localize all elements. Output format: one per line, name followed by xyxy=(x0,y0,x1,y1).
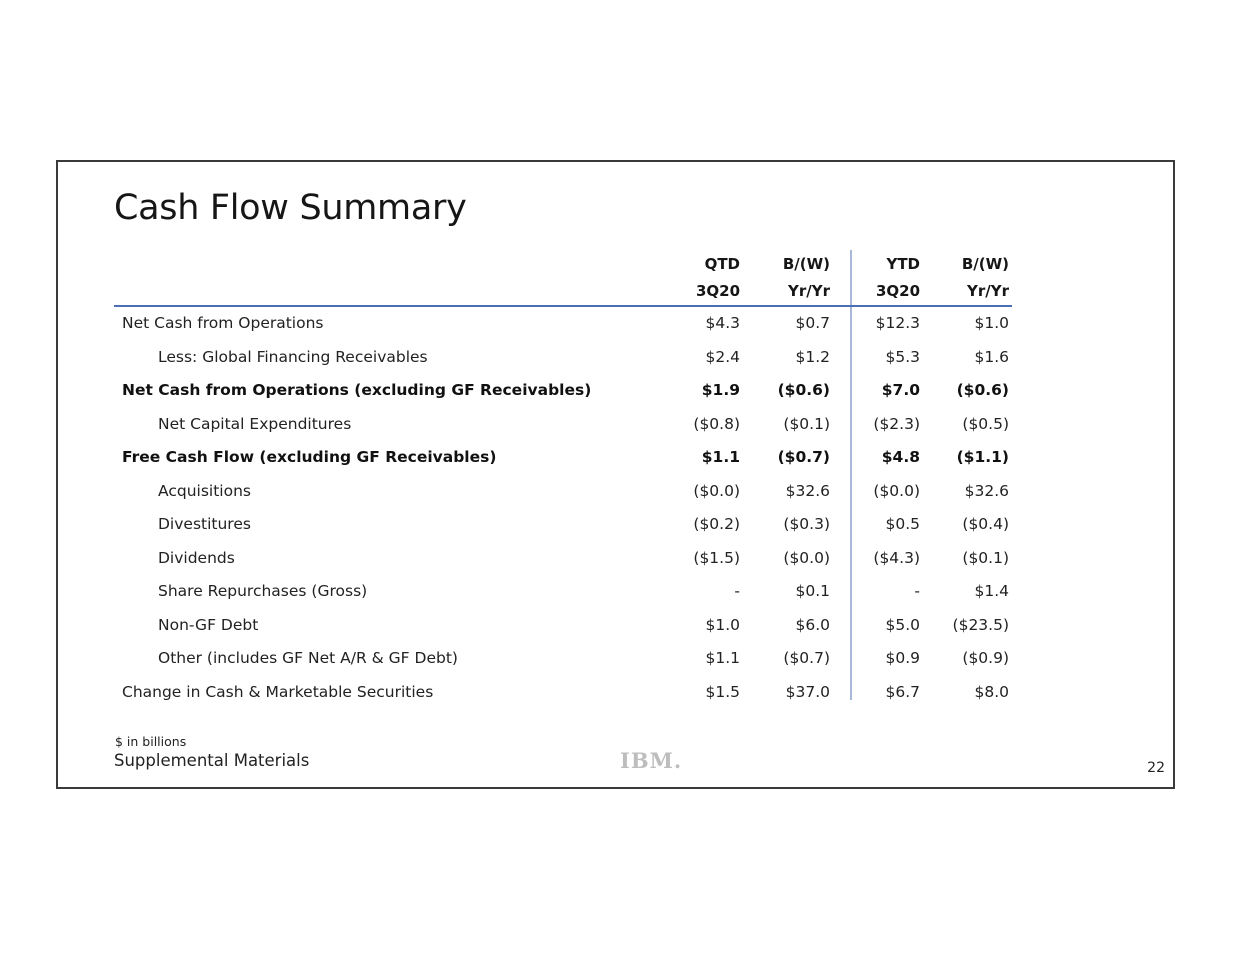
table-row-share-repurchases xyxy=(114,575,1012,609)
column-header-line2: 3Q20 xyxy=(695,282,740,300)
cell-ytd: $7.0 xyxy=(881,381,920,399)
column-header-ytd-yr-yr xyxy=(929,251,1009,305)
table-row-net-cash-from-operations xyxy=(114,307,1012,341)
table-row-acquisitions xyxy=(114,475,1012,509)
cell-qtd-yr-yr: $0.7 xyxy=(795,314,830,332)
slide-title: Cash Flow Summary xyxy=(114,188,467,228)
row-label: Other (includes GF Net A/R & GF Debt) xyxy=(158,649,458,667)
cell-qtd: $1.9 xyxy=(701,381,740,399)
column-header-line2: Yr/Yr xyxy=(788,282,830,300)
cash-flow-table xyxy=(114,250,1012,709)
supplemental-materials-label: Supplemental Materials xyxy=(114,751,310,770)
cell-ytd: $4.8 xyxy=(881,448,920,466)
column-header-line2: 3Q20 xyxy=(875,282,920,300)
table-row-non-gf-debt xyxy=(114,609,1012,643)
table-row-gf-receivables xyxy=(114,341,1012,375)
row-label: Change in Cash & Marketable Securities xyxy=(122,682,434,701)
cell-ytd-yr-yr: $32.6 xyxy=(964,481,1009,500)
cell-ytd: $0.9 xyxy=(885,649,920,667)
row-label: Share Repurchases (Gross) xyxy=(158,582,368,600)
cell-ytd-yr-yr: ($0.6) xyxy=(956,381,1009,399)
cell-ytd: $0.5 xyxy=(885,515,920,533)
table-row-net-capex xyxy=(114,408,1012,442)
cell-qtd-yr-yr: ($0.1) xyxy=(783,414,830,433)
cell-qtd: ($0.8) xyxy=(693,414,740,433)
column-header-line1: QTD xyxy=(704,255,740,273)
cell-ytd: $5.0 xyxy=(885,615,920,634)
cell-qtd: $1.1 xyxy=(701,448,740,466)
column-header-qtd-yr-yr xyxy=(750,251,830,305)
cell-ytd-yr-yr: $1.0 xyxy=(974,314,1009,332)
column-header-line1: B/(W) xyxy=(782,255,830,273)
cell-ytd-yr-yr: ($1.1) xyxy=(956,448,1009,466)
cell-qtd-yr-yr: $37.0 xyxy=(785,682,830,701)
row-label: Less: Global Financing Receivables xyxy=(158,347,428,366)
table-row-net-cash-excl-gf xyxy=(114,374,1012,408)
slide xyxy=(56,160,1175,789)
table-row-dividends xyxy=(114,542,1012,576)
cell-ytd: $6.7 xyxy=(885,682,920,701)
cell-ytd-yr-yr: ($0.4) xyxy=(962,515,1009,533)
table-header-row xyxy=(114,250,1012,307)
cell-qtd: $4.3 xyxy=(705,314,740,332)
cell-ytd-yr-yr: ($0.9) xyxy=(962,649,1009,667)
cell-qtd-yr-yr: ($0.0) xyxy=(783,548,830,567)
cell-qtd: ($0.0) xyxy=(693,481,740,500)
cell-qtd: $1.0 xyxy=(705,615,740,634)
units-footnote: $ in billions xyxy=(115,734,187,749)
cell-qtd: $2.4 xyxy=(705,347,740,366)
cell-ytd: $5.3 xyxy=(885,347,920,366)
cell-qtd-yr-yr: $32.6 xyxy=(785,481,830,500)
row-label: Divestitures xyxy=(158,515,251,533)
cell-ytd: ($2.3) xyxy=(873,414,920,433)
ibm-logo: IBM. xyxy=(620,748,683,773)
column-header-qtd xyxy=(660,251,740,305)
row-label: Non-GF Debt xyxy=(158,615,259,634)
table-row-divestitures xyxy=(114,508,1012,542)
cell-ytd-yr-yr: $1.4 xyxy=(974,582,1009,600)
cell-qtd: $1.1 xyxy=(705,649,740,667)
row-label: Net Capital Expenditures xyxy=(158,414,352,433)
cell-ytd: ($4.3) xyxy=(873,548,920,567)
cell-qtd-yr-yr: ($0.3) xyxy=(783,515,830,533)
cell-qtd-yr-yr: ($0.7) xyxy=(777,448,830,466)
cell-ytd: ($0.0) xyxy=(873,481,920,500)
cell-qtd-yr-yr: $0.1 xyxy=(795,582,830,600)
row-label: Acquisitions xyxy=(158,481,251,500)
cell-qtd: - xyxy=(734,582,740,600)
page-number: 22 xyxy=(1147,760,1165,776)
table-row-change-in-cash xyxy=(114,676,1012,710)
column-header-ytd xyxy=(840,251,920,305)
cell-ytd-yr-yr: ($23.5) xyxy=(952,615,1009,634)
cell-qtd-yr-yr: ($0.7) xyxy=(783,649,830,667)
cell-ytd-yr-yr: ($0.5) xyxy=(962,414,1009,433)
cell-qtd-yr-yr: $6.0 xyxy=(795,615,830,634)
cell-qtd: ($1.5) xyxy=(693,548,740,567)
table-row-other xyxy=(114,642,1012,676)
table-row-free-cash-flow xyxy=(114,441,1012,475)
row-label: Free Cash Flow (excluding GF Receivables) xyxy=(122,448,497,466)
cell-qtd-yr-yr: ($0.6) xyxy=(777,381,830,399)
column-header-line2: Yr/Yr xyxy=(967,282,1009,300)
cell-ytd-yr-yr: $8.0 xyxy=(974,682,1009,701)
cell-ytd-yr-yr: ($0.1) xyxy=(962,548,1009,567)
cell-ytd: $12.3 xyxy=(875,314,920,332)
cell-ytd-yr-yr: $1.6 xyxy=(974,347,1009,366)
cell-qtd-yr-yr: $1.2 xyxy=(795,347,830,366)
row-label: Dividends xyxy=(158,548,235,567)
row-label: Net Cash from Operations xyxy=(122,314,324,332)
row-label: Net Cash from Operations (excluding GF Receivables) xyxy=(122,381,592,399)
column-header-line1: YTD xyxy=(886,255,920,273)
cell-ytd: - xyxy=(914,582,920,600)
column-header-line1: B/(W) xyxy=(961,255,1009,273)
cell-qtd: $1.5 xyxy=(705,682,740,701)
cell-qtd: ($0.2) xyxy=(693,515,740,533)
